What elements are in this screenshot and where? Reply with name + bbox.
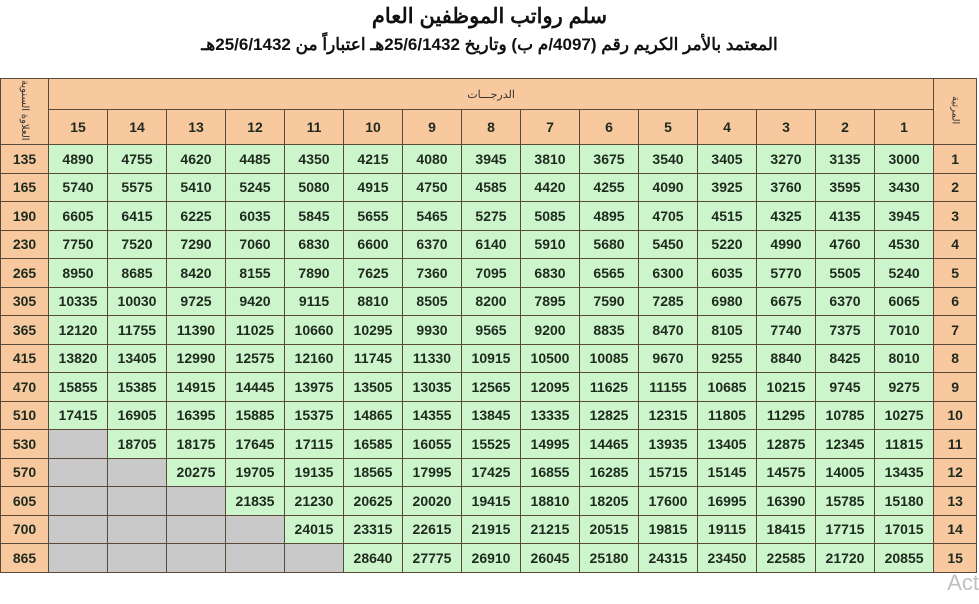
salary-cell: 16285 (580, 458, 639, 487)
salary-cell: 21720 (816, 544, 875, 573)
salary-cell: 5740 (49, 173, 108, 202)
salary-cell: 5240 (875, 259, 934, 288)
salary-cell: 8470 (639, 316, 698, 345)
salary-cell: 6370 (816, 287, 875, 316)
table-row (1, 458, 977, 487)
salary-cell: 15885 (226, 401, 285, 430)
salary-cell: 4755 (108, 145, 167, 174)
salary-cell: 12120 (49, 316, 108, 345)
empty-cell (108, 487, 167, 516)
salary-cell: 13845 (462, 401, 521, 430)
salary-cell: 21215 (521, 515, 580, 544)
salary-cell: 4705 (639, 202, 698, 231)
rank-cell: 12 (934, 458, 977, 487)
salary-cell: 17425 (462, 458, 521, 487)
rank-cell: 14 (934, 515, 977, 544)
empty-cell (49, 458, 108, 487)
salary-cell: 11815 (875, 430, 934, 459)
salary-cell: 15525 (462, 430, 521, 459)
salary-cell: 4890 (49, 145, 108, 174)
rank-cell: 7 (934, 316, 977, 345)
salary-cell: 3760 (757, 173, 816, 202)
salary-cell: 6225 (167, 202, 226, 231)
salary-cell: 6370 (403, 230, 462, 259)
salary-cell: 10335 (49, 287, 108, 316)
salary-cell: 11025 (226, 316, 285, 345)
salary-cell: 14005 (816, 458, 875, 487)
salary-cell: 8420 (167, 259, 226, 288)
table-row (1, 230, 977, 259)
table-row (1, 145, 977, 174)
rank-cell: 3 (934, 202, 977, 231)
salary-cell: 7360 (403, 259, 462, 288)
empty-cell (226, 544, 285, 573)
salary-cell: 16585 (344, 430, 403, 459)
salary-cell: 18415 (757, 515, 816, 544)
rank-cell: 9 (934, 373, 977, 402)
salary-cell: 7285 (639, 287, 698, 316)
salary-cell: 10085 (580, 344, 639, 373)
grade-header-6: 6 (580, 110, 639, 145)
salary-cell: 17015 (875, 515, 934, 544)
salary-cell: 6565 (580, 259, 639, 288)
salary-cell: 16395 (167, 401, 226, 430)
salary-cell: 26910 (462, 544, 521, 573)
salary-cell: 18705 (108, 430, 167, 459)
salary-cell: 24015 (285, 515, 344, 544)
rank-cell: 4 (934, 230, 977, 259)
salary-cell: 4090 (639, 173, 698, 202)
salary-cell: 22615 (403, 515, 462, 544)
salary-cell: 4515 (698, 202, 757, 231)
empty-cell (108, 458, 167, 487)
salary-cell: 12875 (757, 430, 816, 459)
salary-cell: 10275 (875, 401, 934, 430)
table-row (1, 401, 977, 430)
grade-header-8: 8 (462, 110, 521, 145)
salary-cell: 16055 (403, 430, 462, 459)
salary-cell: 7010 (875, 316, 934, 345)
salary-cell: 6830 (285, 230, 344, 259)
salary-cell: 27775 (403, 544, 462, 573)
salary-cell: 7095 (462, 259, 521, 288)
salary-cell: 13405 (108, 344, 167, 373)
salary-cell: 14865 (344, 401, 403, 430)
salary-cell: 3810 (521, 145, 580, 174)
salary-cell: 25180 (580, 544, 639, 573)
salary-cell: 6605 (49, 202, 108, 231)
grade-header-5: 5 (639, 110, 698, 145)
salary-cell: 10215 (757, 373, 816, 402)
salary-cell: 8950 (49, 259, 108, 288)
salary-cell: 5450 (639, 230, 698, 259)
allowance-header-label: العلاوة السنوية (19, 79, 30, 141)
salary-cell: 20515 (580, 515, 639, 544)
table-row (1, 373, 977, 402)
grade-header-15: 15 (49, 110, 108, 145)
salary-cell: 5575 (108, 173, 167, 202)
salary-cell: 17115 (285, 430, 344, 459)
salary-cell: 24315 (639, 544, 698, 573)
allowance-cell: 470 (1, 373, 49, 402)
salary-cell: 20855 (875, 544, 934, 573)
salary-cell: 8810 (344, 287, 403, 316)
salary-cell: 10500 (521, 344, 580, 373)
salary-cell: 4750 (403, 173, 462, 202)
salary-cell: 11625 (580, 373, 639, 402)
salary-cell: 5505 (816, 259, 875, 288)
allowance-cell: 510 (1, 401, 49, 430)
salary-cell: 12160 (285, 344, 344, 373)
salary-cell: 7290 (167, 230, 226, 259)
salary-cell: 5680 (580, 230, 639, 259)
salary-cell: 3595 (816, 173, 875, 202)
salary-cell: 19115 (698, 515, 757, 544)
salary-cell: 14915 (167, 373, 226, 402)
salary-cell: 15855 (49, 373, 108, 402)
grade-header-7: 7 (521, 110, 580, 145)
salary-cell: 22585 (757, 544, 816, 573)
allowance-cell: 605 (1, 487, 49, 516)
allowance-cell: 530 (1, 430, 49, 459)
salary-cell: 7750 (49, 230, 108, 259)
table-row (1, 202, 977, 231)
grades-header: الدرجـــات (49, 79, 934, 110)
grade-header-2: 2 (816, 110, 875, 145)
salary-cell: 21915 (462, 515, 521, 544)
salary-cell: 10785 (816, 401, 875, 430)
salary-cell: 8155 (226, 259, 285, 288)
salary-cell: 5770 (757, 259, 816, 288)
salary-cell: 9930 (403, 316, 462, 345)
allowance-header (1, 79, 49, 145)
grade-header-9: 9 (403, 110, 462, 145)
salary-cell: 19705 (226, 458, 285, 487)
salary-cell: 7895 (521, 287, 580, 316)
grade-header-11: 11 (285, 110, 344, 145)
salary-cell: 10685 (698, 373, 757, 402)
salary-cell: 4915 (344, 173, 403, 202)
salary-cell: 5655 (344, 202, 403, 231)
salary-cell: 14995 (521, 430, 580, 459)
grade-header-1: 1 (875, 110, 934, 145)
allowance-cell: 230 (1, 230, 49, 259)
salary-cell: 6675 (757, 287, 816, 316)
table-row (1, 344, 977, 373)
salary-cell: 18175 (167, 430, 226, 459)
salary-cell: 8505 (403, 287, 462, 316)
allowance-cell: 415 (1, 344, 49, 373)
salary-cell: 14575 (757, 458, 816, 487)
salary-cell: 13335 (521, 401, 580, 430)
salary-cell: 19815 (639, 515, 698, 544)
salary-cell: 4215 (344, 145, 403, 174)
salary-cell: 6065 (875, 287, 934, 316)
salary-cell: 3945 (462, 145, 521, 174)
salary-cell: 17645 (226, 430, 285, 459)
salary-cell: 4255 (580, 173, 639, 202)
salary-cell: 6300 (639, 259, 698, 288)
table-row (1, 487, 977, 516)
salary-cell: 11755 (108, 316, 167, 345)
salary-cell: 4585 (462, 173, 521, 202)
watermark: Act (947, 570, 979, 595)
salary-cell: 6035 (698, 259, 757, 288)
rank-cell: 11 (934, 430, 977, 459)
salary-cell: 6980 (698, 287, 757, 316)
grade-header-14: 14 (108, 110, 167, 145)
grade-header-10: 10 (344, 110, 403, 145)
salary-cell: 18810 (521, 487, 580, 516)
salary-cell: 5910 (521, 230, 580, 259)
salary-cell: 23315 (344, 515, 403, 544)
salary-cell: 20275 (167, 458, 226, 487)
salary-cell: 13820 (49, 344, 108, 373)
salary-cell: 9745 (816, 373, 875, 402)
salary-cell: 9255 (698, 344, 757, 373)
salary-cell: 21230 (285, 487, 344, 516)
salary-cell: 4990 (757, 230, 816, 259)
salary-cell: 4420 (521, 173, 580, 202)
salary-cell: 7625 (344, 259, 403, 288)
salary-cell: 3000 (875, 145, 934, 174)
table-row (1, 430, 977, 459)
salary-cell: 19415 (462, 487, 521, 516)
salary-cell: 8010 (875, 344, 934, 373)
salary-cell: 7375 (816, 316, 875, 345)
allowance-cell: 190 (1, 202, 49, 231)
salary-cell: 11295 (757, 401, 816, 430)
salary-cell: 12565 (462, 373, 521, 402)
grade-header-12: 12 (226, 110, 285, 145)
salary-cell: 5275 (462, 202, 521, 231)
salary-cell: 3925 (698, 173, 757, 202)
salary-cell: 14445 (226, 373, 285, 402)
page-title: سلم رواتب الموظفين العام (371, 5, 608, 28)
allowance-cell: 365 (1, 316, 49, 345)
salary-cell: 6415 (108, 202, 167, 231)
salary-cell: 10915 (462, 344, 521, 373)
salary-cell: 5085 (521, 202, 580, 231)
empty-cell (226, 515, 285, 544)
salary-cell: 7890 (285, 259, 344, 288)
salary-cell: 15785 (816, 487, 875, 516)
salary-cell: 9565 (462, 316, 521, 345)
salary-cell: 21835 (226, 487, 285, 516)
salary-cell: 7590 (580, 287, 639, 316)
salary-cell: 3945 (875, 202, 934, 231)
salary-cell: 10030 (108, 287, 167, 316)
grade-header-4: 4 (698, 110, 757, 145)
salary-cell: 8200 (462, 287, 521, 316)
page-subtitle: المعتمد بالأمر الكريم رقم (4097/م ب) وتاريخ 25/6/1432هـ اعتباراً من 25/6/1432هـ (201, 35, 778, 54)
salary-cell: 9725 (167, 287, 226, 316)
allowance-cell: 570 (1, 458, 49, 487)
grade-header-13: 13 (167, 110, 226, 145)
salary-cell: 11155 (639, 373, 698, 402)
salary-cell: 16905 (108, 401, 167, 430)
salary-cell: 6140 (462, 230, 521, 259)
table-row (1, 259, 977, 288)
empty-cell (108, 544, 167, 573)
salary-cell: 7520 (108, 230, 167, 259)
rank-cell: 5 (934, 259, 977, 288)
rank-cell: 2 (934, 173, 977, 202)
salary-cell: 20625 (344, 487, 403, 516)
salary-cell: 9200 (521, 316, 580, 345)
empty-cell (167, 544, 226, 573)
salary-cell: 9420 (226, 287, 285, 316)
salary-cell: 13975 (285, 373, 344, 402)
salary-cell: 11330 (403, 344, 462, 373)
salary-cell: 12990 (167, 344, 226, 373)
salary-cell: 3135 (816, 145, 875, 174)
empty-cell (167, 487, 226, 516)
salary-cell: 3270 (757, 145, 816, 174)
rank-cell: 13 (934, 487, 977, 516)
allowance-cell: 305 (1, 287, 49, 316)
salary-cell: 7740 (757, 316, 816, 345)
rank-header (934, 79, 977, 145)
salary-cell: 17600 (639, 487, 698, 516)
table-row (1, 544, 977, 573)
salary-cell: 5220 (698, 230, 757, 259)
allowance-cell: 265 (1, 259, 49, 288)
salary-cell: 12095 (521, 373, 580, 402)
allowance-cell: 865 (1, 544, 49, 573)
salary-cell: 23450 (698, 544, 757, 573)
grade-header-3: 3 (757, 110, 816, 145)
salary-cell: 17415 (49, 401, 108, 430)
salary-cell: 16995 (698, 487, 757, 516)
allowance-cell: 135 (1, 145, 49, 174)
empty-cell (167, 515, 226, 544)
salary-cell: 5080 (285, 173, 344, 202)
salary-cell: 15715 (639, 458, 698, 487)
empty-cell (285, 544, 344, 573)
salary-cell: 4325 (757, 202, 816, 231)
empty-cell (49, 544, 108, 573)
salary-cell: 13505 (344, 373, 403, 402)
salary-cell: 8685 (108, 259, 167, 288)
salary-cell: 10660 (285, 316, 344, 345)
salary-cell: 11745 (344, 344, 403, 373)
salary-cell: 4080 (403, 145, 462, 174)
salary-cell: 4350 (285, 145, 344, 174)
salary-cell: 6600 (344, 230, 403, 259)
salary-cell: 5465 (403, 202, 462, 231)
salary-cell: 17995 (403, 458, 462, 487)
salary-cell: 5245 (226, 173, 285, 202)
salary-cell: 9670 (639, 344, 698, 373)
salary-cell: 6035 (226, 202, 285, 231)
salary-cell: 17715 (816, 515, 875, 544)
salary-cell: 8425 (816, 344, 875, 373)
salary-cell: 12575 (226, 344, 285, 373)
salary-cell: 4530 (875, 230, 934, 259)
salary-cell: 3540 (639, 145, 698, 174)
salary-cell: 4760 (816, 230, 875, 259)
salary-cell: 8840 (757, 344, 816, 373)
salary-cell: 15375 (285, 401, 344, 430)
empty-cell (108, 515, 167, 544)
salary-cell: 4135 (816, 202, 875, 231)
salary-cell: 8835 (580, 316, 639, 345)
salary-cell: 4620 (167, 145, 226, 174)
salary-cell: 20020 (403, 487, 462, 516)
table-row (1, 173, 977, 202)
table-row (1, 515, 977, 544)
salary-cell: 7060 (226, 230, 285, 259)
salary-cell: 12315 (639, 401, 698, 430)
salary-cell: 5845 (285, 202, 344, 231)
rank-cell: 10 (934, 401, 977, 430)
salary-cell: 13035 (403, 373, 462, 402)
salary-cell: 13405 (698, 430, 757, 459)
empty-cell (49, 515, 108, 544)
salary-cell: 12825 (580, 401, 639, 430)
salary-cell: 6830 (521, 259, 580, 288)
salary-cell: 11805 (698, 401, 757, 430)
salary-cell: 15145 (698, 458, 757, 487)
salary-cell: 28640 (344, 544, 403, 573)
rank-cell: 1 (934, 145, 977, 174)
salary-cell: 9275 (875, 373, 934, 402)
rank-header-label: المرتبة (949, 95, 961, 125)
salary-cell: 26045 (521, 544, 580, 573)
salary-cell: 11390 (167, 316, 226, 345)
salary-cell: 3675 (580, 145, 639, 174)
allowance-cell: 700 (1, 515, 49, 544)
salary-cell: 5410 (167, 173, 226, 202)
salary-cell: 12345 (816, 430, 875, 459)
salary-scale-table (0, 78, 977, 573)
salary-cell: 14465 (580, 430, 639, 459)
salary-cell: 19135 (285, 458, 344, 487)
salary-cell: 8105 (698, 316, 757, 345)
rank-cell: 15 (934, 544, 977, 573)
salary-cell: 9115 (285, 287, 344, 316)
salary-cell: 15385 (108, 373, 167, 402)
table-row (1, 287, 977, 316)
salary-cell: 16855 (521, 458, 580, 487)
empty-cell (49, 430, 108, 459)
salary-cell: 4895 (580, 202, 639, 231)
salary-cell: 14355 (403, 401, 462, 430)
allowance-cell: 165 (1, 173, 49, 202)
empty-cell (49, 487, 108, 516)
salary-cell: 10295 (344, 316, 403, 345)
salary-cell: 13435 (875, 458, 934, 487)
salary-cell: 13935 (639, 430, 698, 459)
salary-cell: 18205 (580, 487, 639, 516)
rank-cell: 6 (934, 287, 977, 316)
salary-cell: 18565 (344, 458, 403, 487)
salary-cell: 15180 (875, 487, 934, 516)
table-row (1, 316, 977, 345)
salary-cell: 16390 (757, 487, 816, 516)
salary-cell: 3405 (698, 145, 757, 174)
rank-cell: 8 (934, 344, 977, 373)
salary-cell: 3430 (875, 173, 934, 202)
salary-cell: 4485 (226, 145, 285, 174)
